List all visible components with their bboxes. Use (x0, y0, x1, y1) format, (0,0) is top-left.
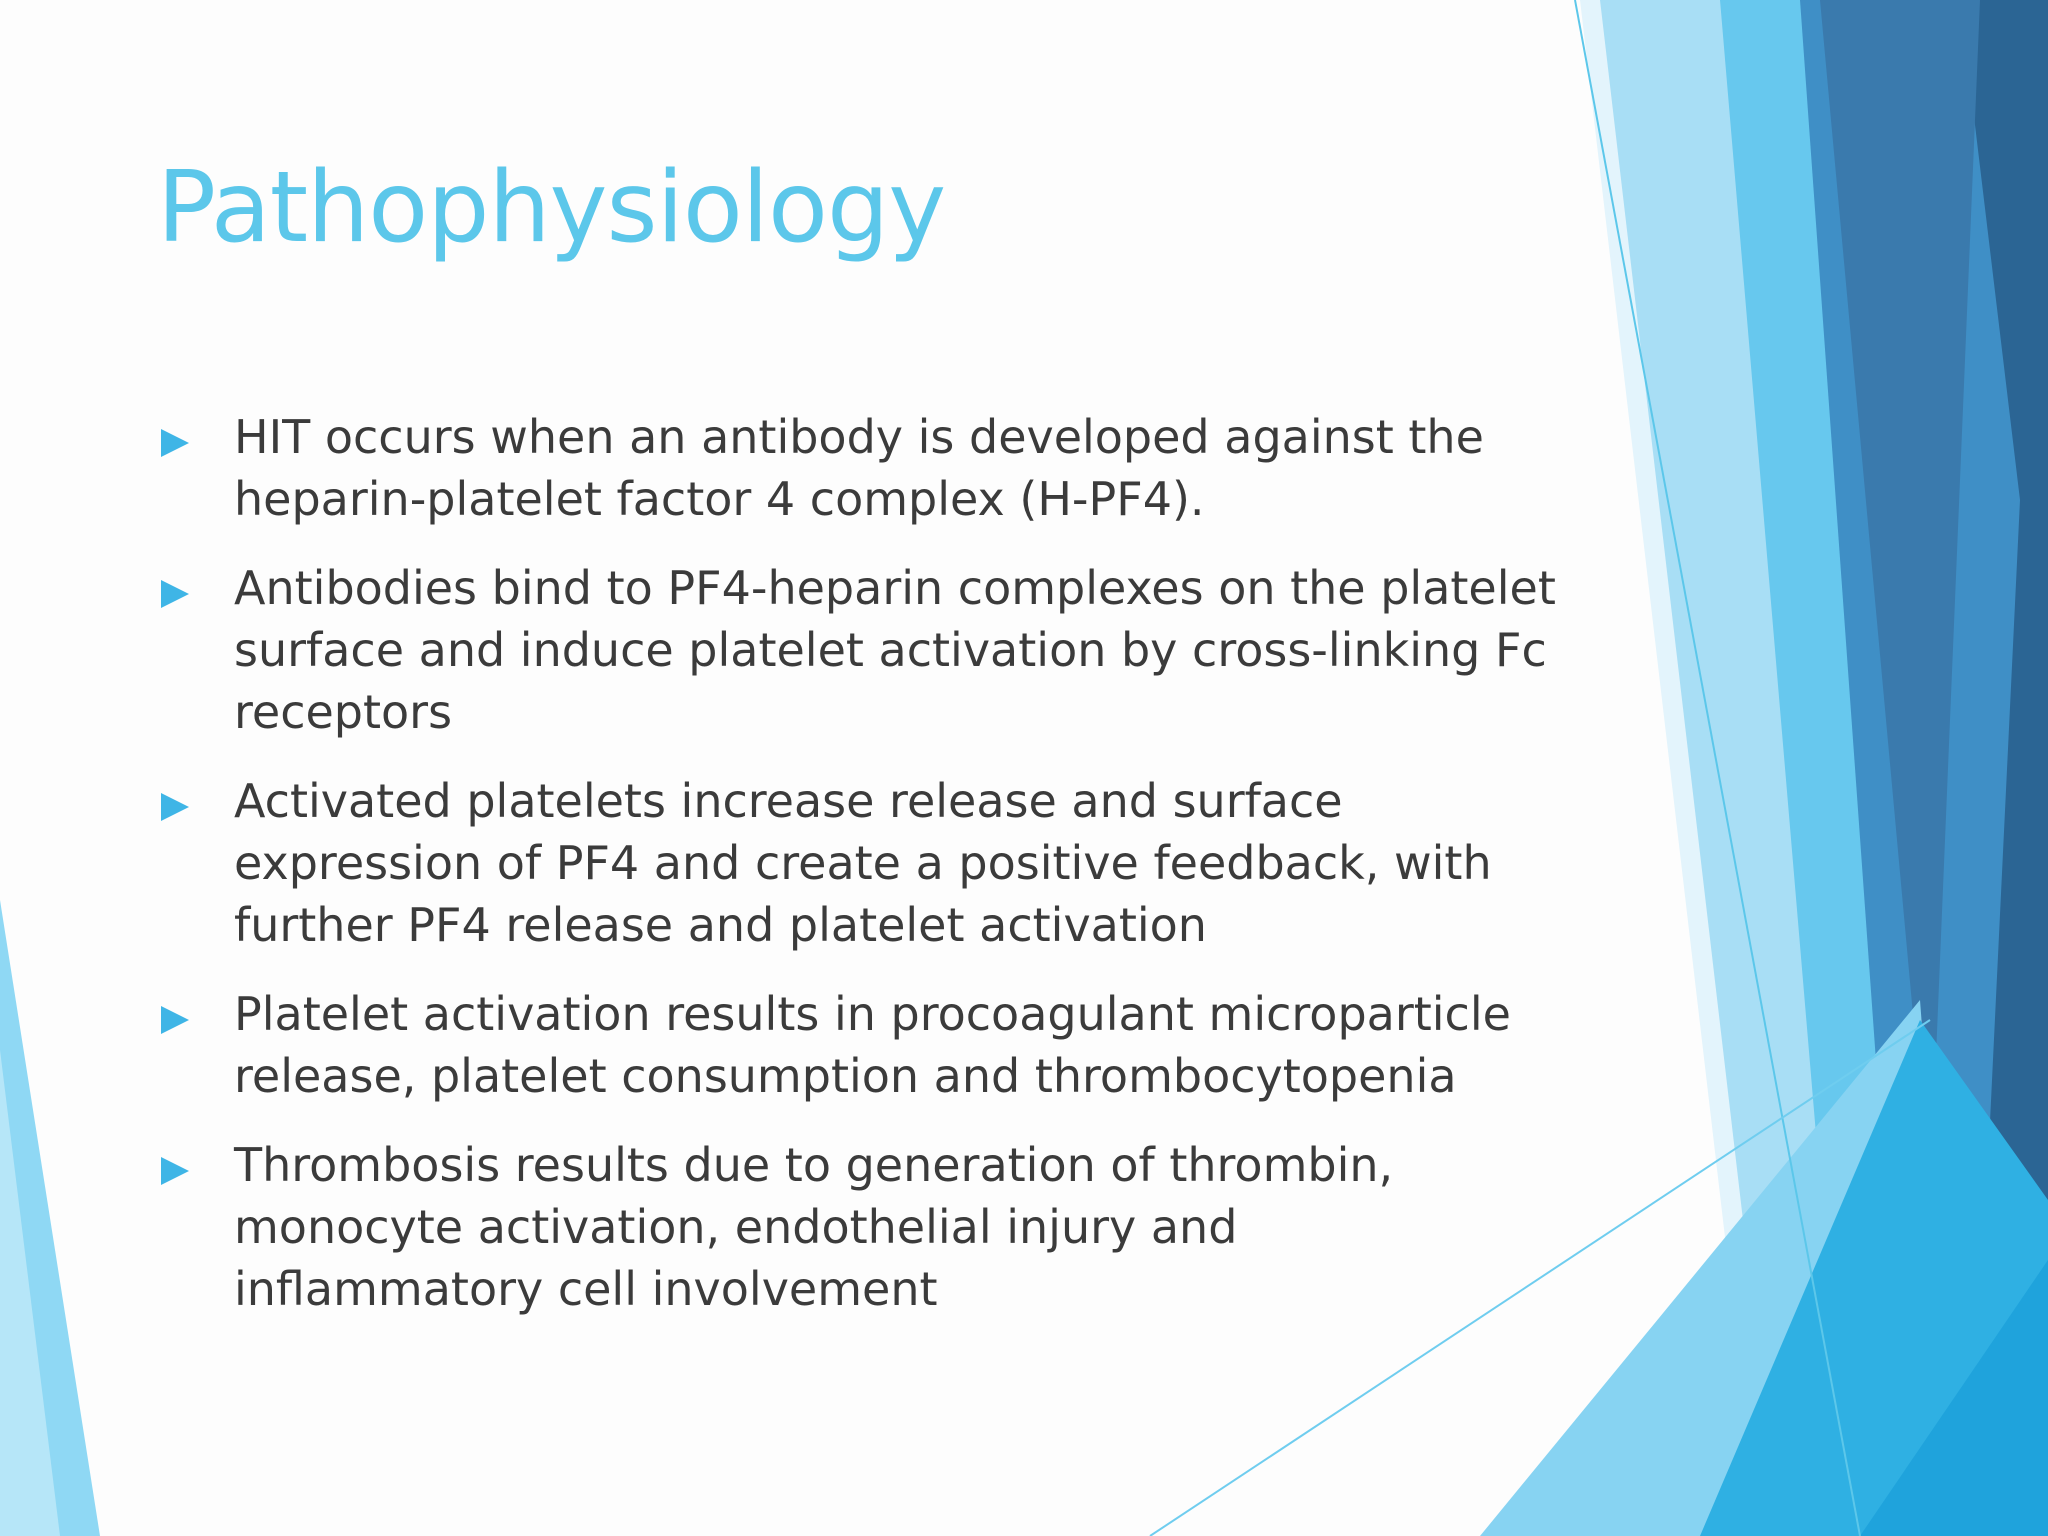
bullet-list (157, 406, 1557, 1347)
bullet-arrow-icon (161, 793, 189, 821)
bullet-arrow-icon (161, 1157, 189, 1185)
bullet-item (157, 557, 1557, 743)
bullet-arrow-icon (161, 1006, 189, 1034)
bullet-text: Platelet activation results in procoagulant microparticle release, platelet consumption and thrombocytopenia (234, 987, 1511, 1103)
bullet-arrow-icon (161, 580, 189, 608)
bullet-arrow-icon (161, 429, 189, 457)
bullet-item (157, 1134, 1557, 1320)
bullet-text: HIT occurs when an antibody is developed against the heparin-platelet factor 4 complex (H-PF4). (234, 410, 1484, 526)
bullet-item (157, 406, 1557, 530)
bullet-item (157, 983, 1557, 1107)
slide-title: Pathophysiology (157, 151, 946, 265)
bullet-text: Thrombosis results due to generation of thrombin, monocyte activation, endothelial injury and inflammatory cell involvement (234, 1138, 1394, 1316)
bullet-text: Antibodies bind to PF4-heparin complexes on the platelet surface and induce platelet activation by cross-linking Fc receptors (234, 561, 1556, 739)
bullet-item (157, 770, 1557, 956)
bullet-text: Activated platelets increase release and surface expression of PF4 and create a positive feedback, with further PF4 release and platelet activation (234, 774, 1492, 952)
